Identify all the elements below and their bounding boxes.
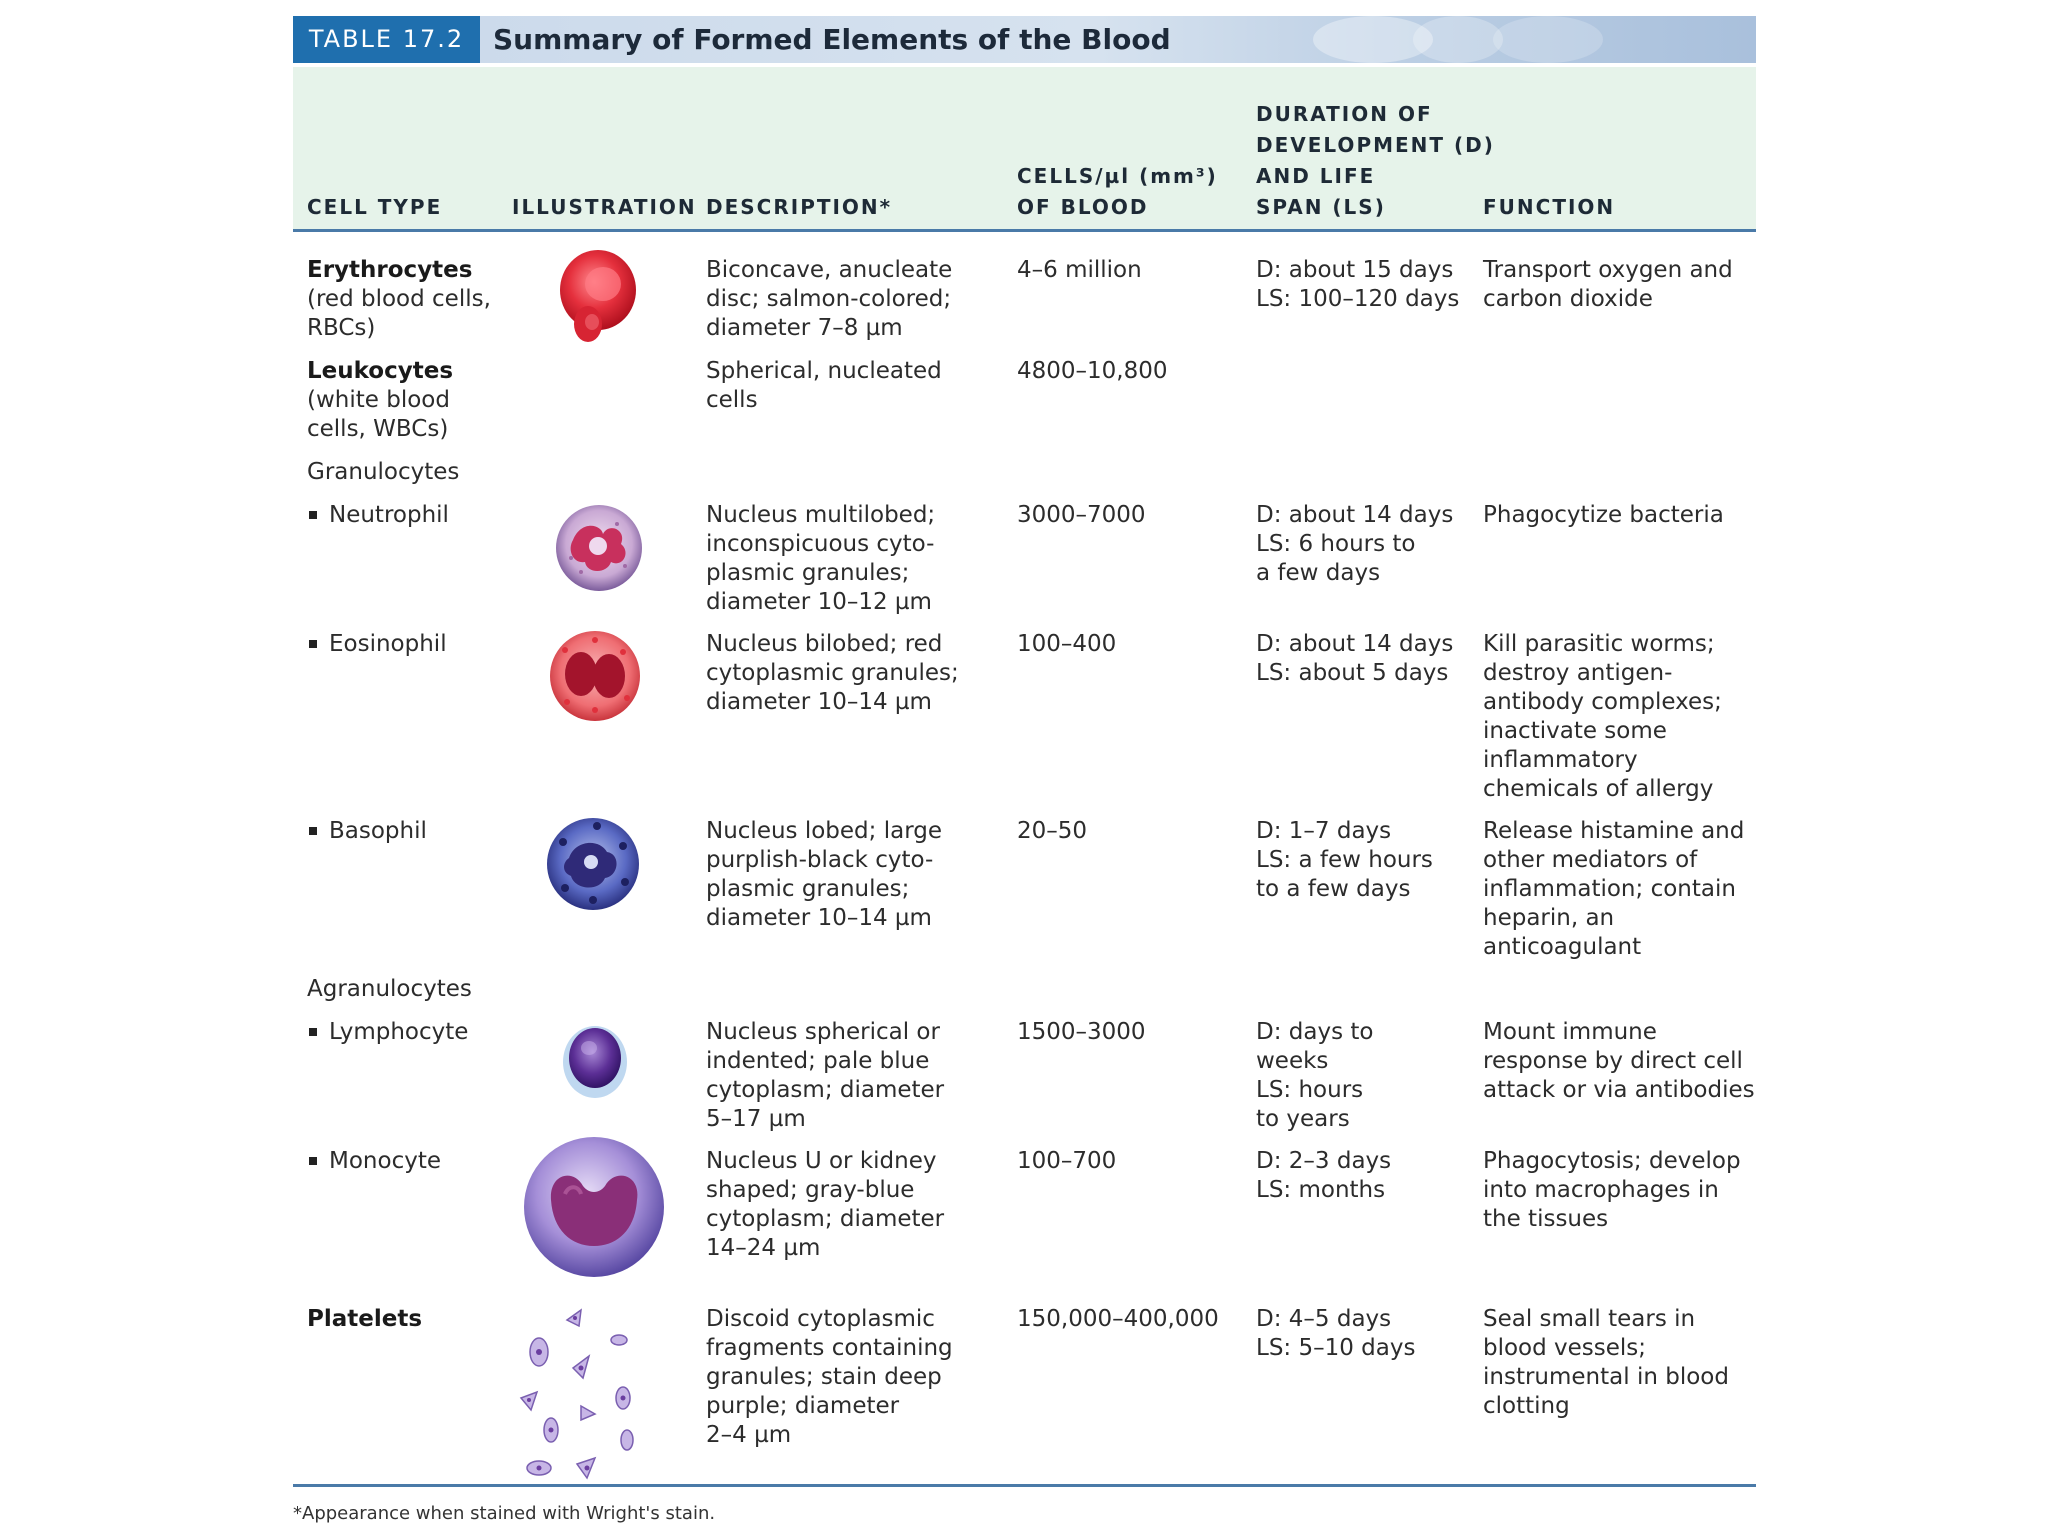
desc-line: fragments containing [706, 1335, 953, 1361]
lymphocyte-duration [1256, 1018, 1373, 1134]
duration-line: D: about 15 days [1256, 257, 1454, 283]
lymphocyte-illustration [559, 1020, 631, 1100]
table-number: TABLE 17.2 [293, 16, 480, 63]
platelets-count: 150,000–400,000 [1017, 1306, 1219, 1332]
desc-line: diameter 10–12 µm [706, 589, 932, 615]
lymphocyte-count: 1500–3000 [1017, 1019, 1146, 1045]
eosinophil-illustration [545, 626, 645, 726]
desc-line: Nucleus U or kidney [706, 1148, 937, 1174]
function-line: Mount immune [1483, 1019, 1657, 1045]
duration-line: LS: 5–10 days [1256, 1335, 1416, 1361]
function-line: clotting [1483, 1393, 1570, 1419]
leukocytes-sub1: (white blood [307, 387, 450, 413]
desc-line: cytoplasm; diameter [706, 1077, 945, 1103]
function-line: Phagocytize bacteria [1483, 502, 1724, 528]
lymphocyte-function [1483, 1018, 1755, 1105]
erythrocytes-count: 4–6 million [1017, 257, 1142, 283]
platelets-function [1483, 1305, 1729, 1421]
function-line: anticoagulant [1483, 934, 1642, 960]
function-line: Kill parasitic worms; [1483, 631, 1715, 657]
duration-line: to years [1256, 1106, 1350, 1132]
desc-line: cytoplasmic granules; [706, 660, 959, 686]
desc-line: diameter 10–14 µm [706, 905, 932, 931]
desc-line: Spherical, nucleated [706, 358, 942, 384]
basophil-duration [1256, 817, 1433, 904]
title-bar [293, 16, 1756, 63]
desc-line: cells [706, 387, 758, 413]
duration-line: weeks [1256, 1048, 1329, 1074]
desc-line: diameter 7–8 µm [706, 315, 903, 341]
erythrocyte-illustration [548, 242, 648, 352]
eosinophil-count: 100–400 [1017, 631, 1117, 657]
platelets-illustration [511, 1298, 651, 1488]
cell-type-leukocytes [307, 357, 453, 444]
duration-line: D: about 14 days [1256, 502, 1454, 528]
function-line: chemicals of allergy [1483, 776, 1714, 802]
leukocytes-name: Leukocytes [307, 358, 454, 384]
desc-line: purple; diameter [706, 1393, 900, 1419]
monocyte-count: 100–700 [1017, 1148, 1117, 1174]
footnote: *Appearance when stained with Wright's stain. [293, 1503, 716, 1524]
duration-line: LS: hours [1256, 1077, 1364, 1103]
platelets-name: Platelets [307, 1306, 423, 1332]
function-line: blood vessels; [1483, 1335, 1647, 1361]
duration-line: LS: 100–120 days [1256, 286, 1460, 312]
table-17-2 [293, 16, 1756, 1531]
table-title: Summary of Formed Elements of the Blood [493, 23, 1171, 56]
monocyte-function [1483, 1147, 1741, 1234]
desc-line: Discoid cytoplasmic [706, 1306, 935, 1332]
function-line: Transport oxygen and [1483, 257, 1733, 283]
desc-line: inconspicuous cyto- [706, 531, 935, 557]
lymphocyte-description [706, 1018, 944, 1134]
eosinophil-description [706, 630, 959, 717]
basophil-illustration [541, 812, 645, 916]
desc-line: plasmic granules; [706, 560, 910, 586]
agranulocytes-label: Agranulocytes [307, 976, 472, 1002]
leukocytes-count: 4800–10,800 [1017, 358, 1168, 384]
desc-line: diameter 10–14 µm [706, 689, 932, 715]
header-duration [1256, 99, 1495, 223]
function-line: inactivate some [1483, 718, 1667, 744]
neutrophil-function [1483, 501, 1724, 530]
desc-line: 2–4 µm [706, 1422, 792, 1448]
header-duration-line3: AND LIFE [1256, 164, 1376, 188]
basophil-count: 20–50 [1017, 818, 1088, 844]
basophil-function [1483, 817, 1744, 962]
function-line: Release histamine and [1483, 818, 1745, 844]
duration-line: LS: a few hours [1256, 847, 1433, 873]
monocyte-illustration [521, 1134, 667, 1280]
erythrocytes-sub2: RBCs) [307, 315, 376, 341]
duration-line: LS: 6 hours to [1256, 531, 1416, 557]
desc-line: indented; pale blue [706, 1048, 930, 1074]
basophil-description [706, 817, 942, 933]
footer-rule [293, 1484, 1756, 1487]
desc-line: shaped; gray-blue [706, 1177, 915, 1203]
eosinophil-duration [1256, 630, 1453, 688]
header-duration-line2: DEVELOPMENT (D) [1256, 133, 1495, 157]
desc-line: 5–17 µm [706, 1106, 806, 1132]
header-cells-per-ul [1017, 161, 1218, 223]
duration-line: D: days to [1256, 1019, 1374, 1045]
duration-line: D: 1–7 days [1256, 818, 1392, 844]
neutrophil-illustration [551, 500, 647, 596]
erythrocytes-name: Erythrocytes [307, 257, 473, 283]
function-line: inflammation; contain [1483, 876, 1736, 902]
header-function: FUNCTION [1483, 195, 1616, 219]
desc-line: Nucleus lobed; large [706, 818, 942, 844]
desc-line: cytoplasm; diameter [706, 1206, 945, 1232]
desc-line: purplish-black cyto- [706, 847, 934, 873]
platelets-duration [1256, 1305, 1415, 1363]
desc-line: 14–24 µm [706, 1235, 821, 1261]
duration-line: LS: about 5 days [1256, 660, 1449, 686]
cell-type-platelets [307, 1305, 422, 1334]
cell-type-erythrocytes [307, 256, 491, 343]
function-line: heparin, an [1483, 905, 1615, 931]
function-line: carbon dioxide [1483, 286, 1653, 312]
desc-line: Nucleus spherical or [706, 1019, 940, 1045]
erythrocytes-function [1483, 256, 1733, 314]
function-line: instrumental in blood [1483, 1364, 1729, 1390]
header-duration-line4: SPAN (LS) [1256, 195, 1386, 219]
leukocytes-description [706, 357, 942, 415]
function-line: inflammatory [1483, 747, 1638, 773]
function-line: other mediators of [1483, 847, 1698, 873]
desc-line: disc; salmon-colored; [706, 286, 952, 312]
function-line: destroy antigen- [1483, 660, 1673, 686]
header-cell-type: CELL TYPE [307, 195, 443, 219]
duration-line: D: 2–3 days [1256, 1148, 1392, 1174]
neutrophil-description [706, 501, 935, 617]
duration-line: LS: months [1256, 1177, 1386, 1203]
erythrocytes-description [706, 256, 952, 343]
duration-line: a few days [1256, 560, 1381, 586]
monocyte-name: Monocyte [329, 1148, 441, 1174]
neutrophil-duration [1256, 501, 1453, 588]
function-line: Seal small tears in [1483, 1306, 1696, 1332]
function-line: the tissues [1483, 1206, 1609, 1232]
duration-line: D: about 14 days [1256, 631, 1454, 657]
function-line: into macrophages in [1483, 1177, 1719, 1203]
desc-line: Nucleus multilobed; [706, 502, 936, 528]
neutrophil-count: 3000–7000 [1017, 502, 1146, 528]
leukocytes-sub2: cells, WBCs) [307, 416, 449, 442]
table-header [293, 67, 1756, 229]
erythrocytes-sub1: (red blood cells, [307, 286, 491, 312]
function-line: Phagocytosis; develop [1483, 1148, 1741, 1174]
function-line: response by direct cell [1483, 1048, 1743, 1074]
header-illustration: ILLUSTRATION [512, 195, 697, 219]
monocyte-duration [1256, 1147, 1391, 1205]
header-duration-line1: DURATION OF [1256, 102, 1433, 126]
erythrocytes-duration [1256, 256, 1459, 314]
duration-line: to a few days [1256, 876, 1411, 902]
neutrophil-name: Neutrophil [329, 502, 449, 528]
duration-line: D: 4–5 days [1256, 1306, 1392, 1332]
eosinophil-name: Eosinophil [329, 631, 447, 657]
header-cells-line2: OF BLOOD [1017, 195, 1149, 219]
desc-line: granules; stain deep [706, 1364, 942, 1390]
eosinophil-function [1483, 630, 1722, 804]
monocyte-description [706, 1147, 944, 1263]
desc-line: Nucleus bilobed; red [706, 631, 943, 657]
desc-line: Biconcave, anucleate [706, 257, 953, 283]
basophil-name: Basophil [329, 818, 427, 844]
lymphocyte-name: Lymphocyte [329, 1019, 469, 1045]
header-description: DESCRIPTION* [706, 195, 893, 219]
granulocytes-label: Granulocytes [307, 459, 460, 485]
header-cells-line1: CELLS/µl (mm³) [1017, 164, 1218, 188]
function-line: attack or via antibodies [1483, 1077, 1755, 1103]
desc-line: plasmic granules; [706, 876, 910, 902]
header-rule [293, 229, 1756, 232]
platelets-description [706, 1305, 953, 1450]
function-line: antibody complexes; [1483, 689, 1722, 715]
